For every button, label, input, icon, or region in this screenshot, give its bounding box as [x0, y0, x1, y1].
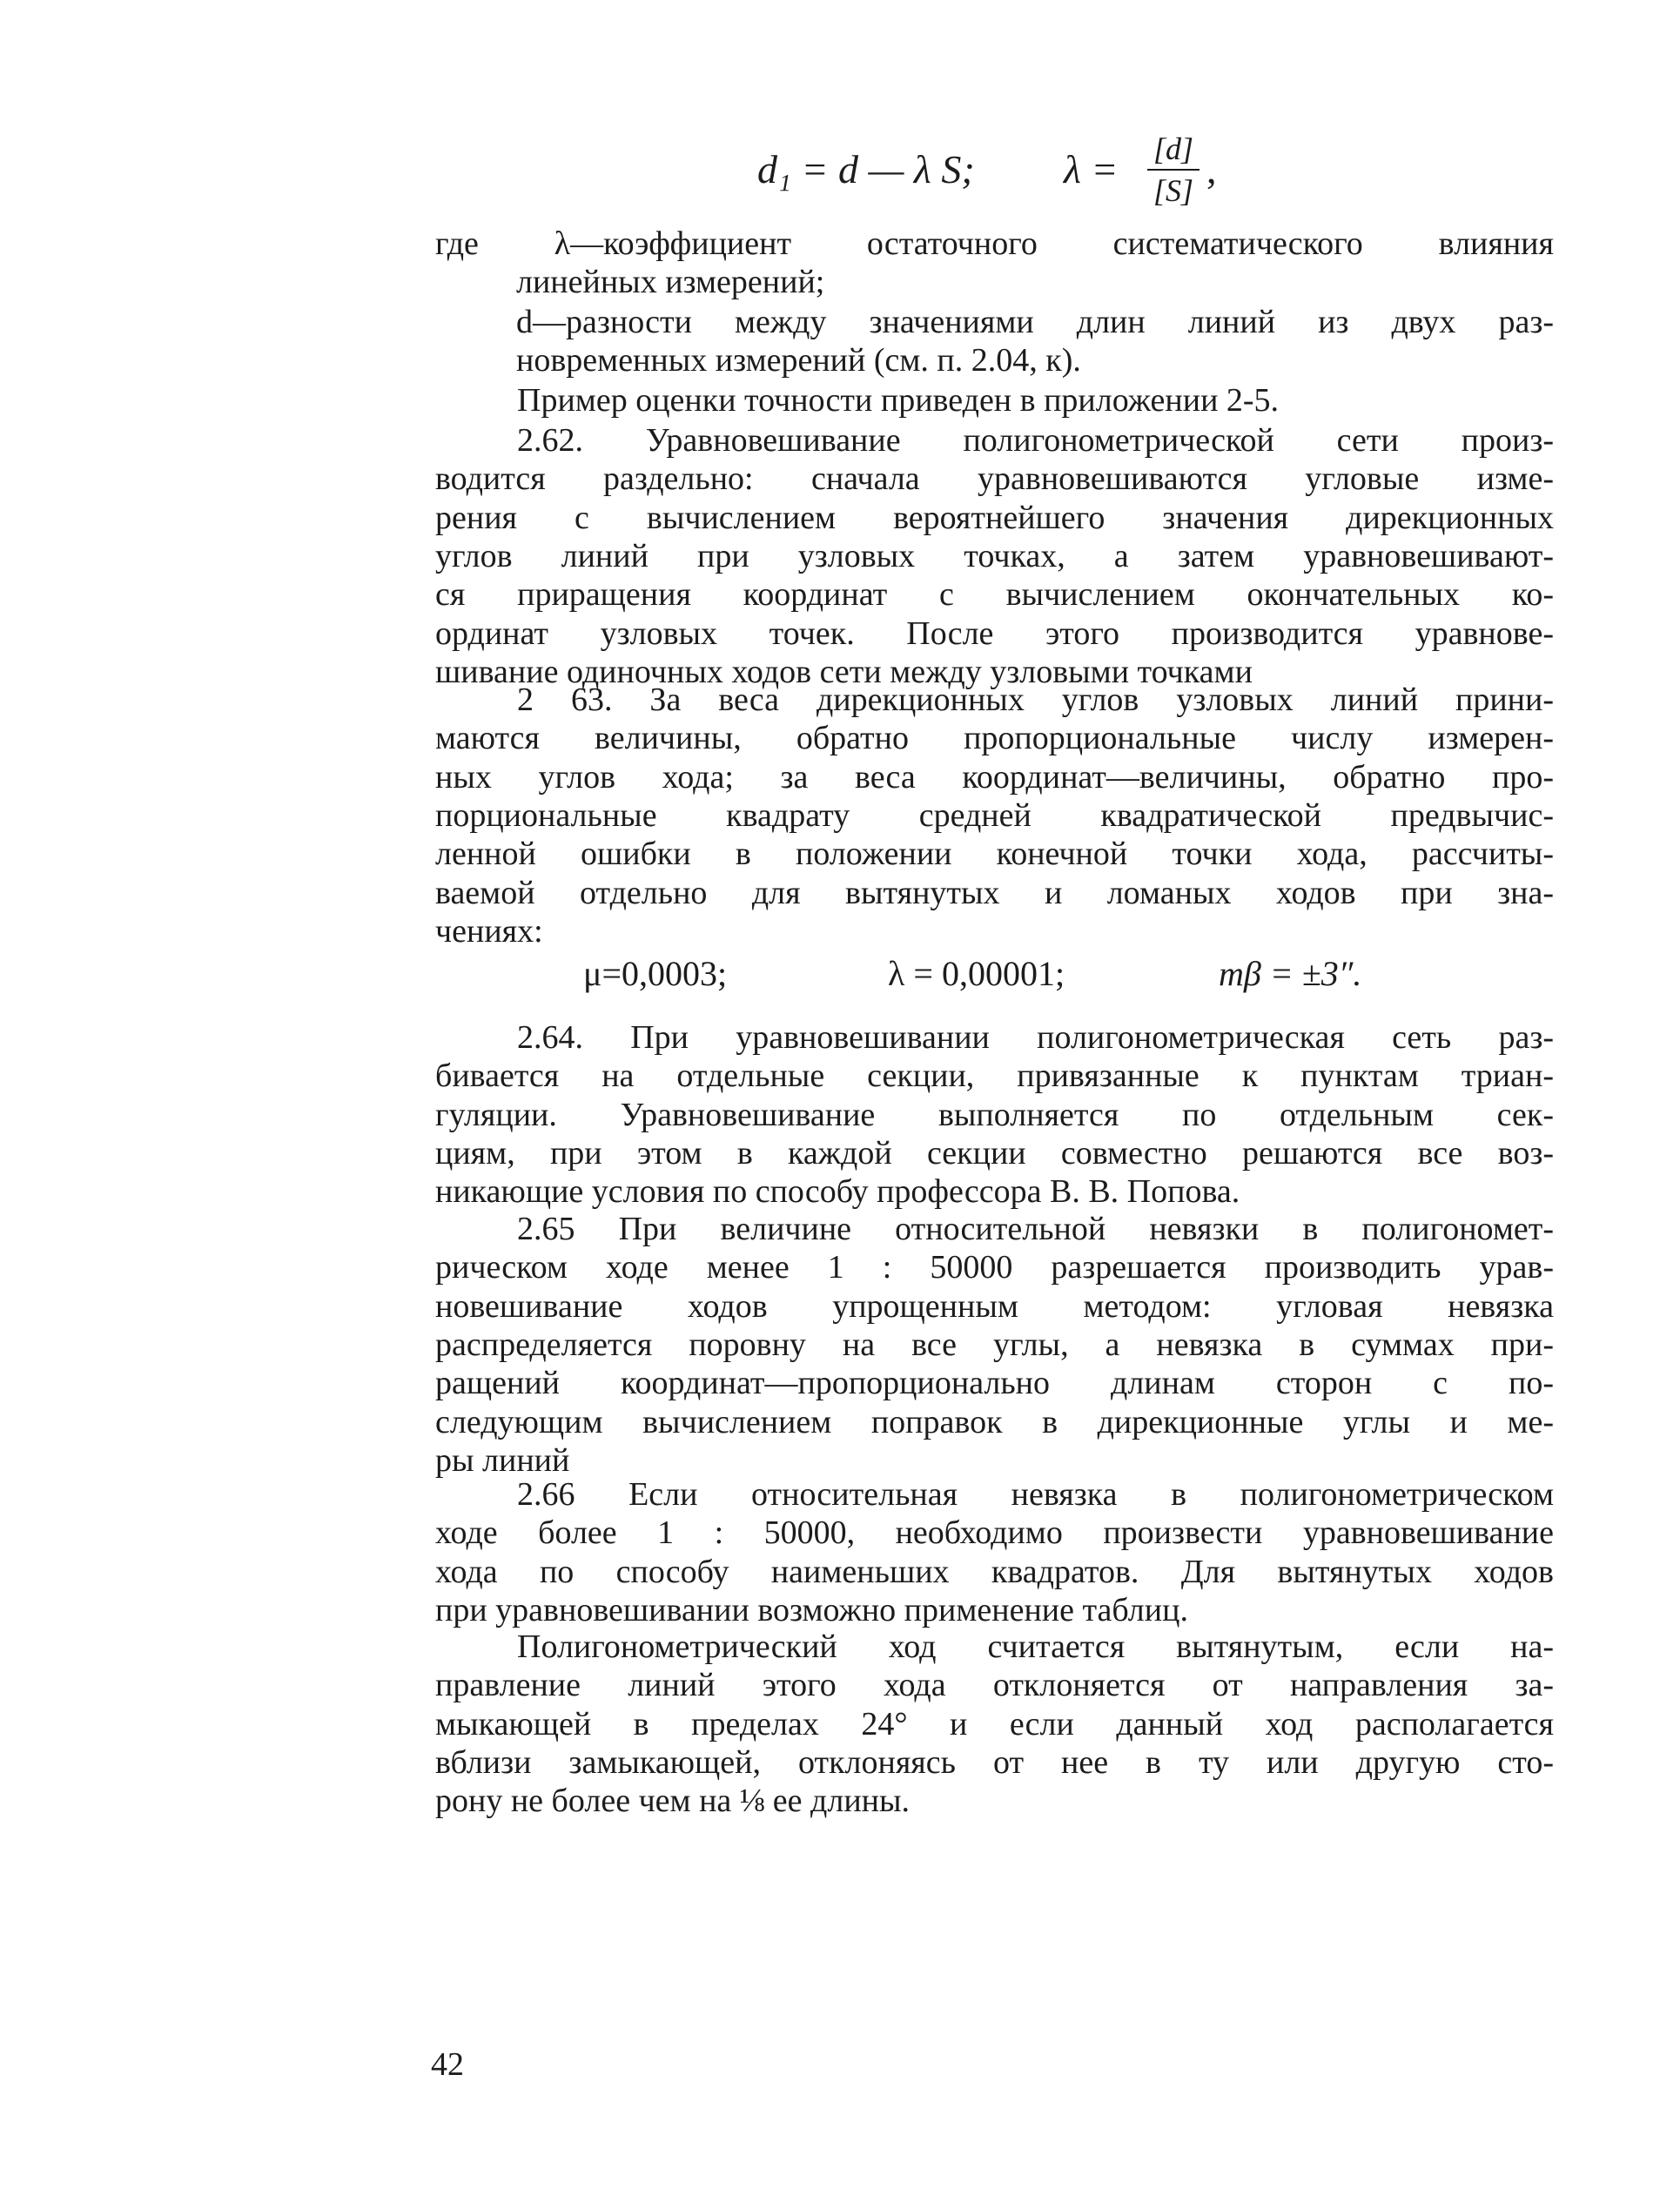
- paragraph-line: ся приращения координат с вычислением окончательных ко-: [435, 576, 1554, 614]
- paragraph-line: 2.62. Уравновешивание полигонометрической сети произ-: [517, 422, 1554, 459]
- def-line: d—разности между значениями длин линий из двух раз-: [516, 304, 1554, 340]
- formula-m-beta: mβ = ±3″.: [1219, 954, 1362, 993]
- paragraph-line: следующим вычислением поправок в дирекционные углы и ме-: [435, 1403, 1554, 1440]
- paragraph-line: ращений координат—пропорционально длинам сторон с по-: [435, 1365, 1554, 1402]
- def-line: где λ—коэффициент остаточного систематического влияния: [435, 225, 1554, 262]
- paragraph-line: ординат узловых точек. После этого производится уравнове-: [435, 614, 1554, 652]
- formula-lambda: λ = 0,00001;: [888, 954, 1065, 993]
- paragraph-line: 2.64. При уравновешивании полигонометрическая сеть раз-: [517, 1019, 1554, 1056]
- paragraph-line: рения с вычислением вероятнейшего значения дирекционных: [435, 499, 1554, 536]
- formula-lambda-lhs: λ =: [1064, 147, 1119, 191]
- paragraph-line: рону не более чем на ⅛ ее длины.: [435, 1783, 911, 1820]
- paragraph-line: мыкающей в пределах 24° и если данный ход располагается: [435, 1705, 1554, 1742]
- paragraph-line: чениях:: [435, 912, 543, 950]
- paragraph-line: гуляции. Уравновешивание выполняется по отдельным сек-: [435, 1096, 1554, 1133]
- paragraph-line: шивание одиночных ходов сети между узловыми точками: [435, 653, 1253, 690]
- paragraph-line: никающие условия по способу профессора В. В. Попова.: [435, 1173, 1240, 1211]
- paragraph-line: ры линий: [435, 1441, 570, 1479]
- paragraph-line: правление линий этого хода отклоняется от направления за-: [435, 1667, 1554, 1704]
- paragraph-line: ленной ошибки в положении конечной точки хода, рассчиты-: [435, 836, 1554, 873]
- formula-comma: ,: [1206, 147, 1217, 191]
- formula-d1: d₁ = d — λ S;: [757, 147, 975, 191]
- paragraph-line: при уравновешивании возможно применение таблиц.: [435, 1591, 1188, 1628]
- fraction-bar: [1147, 169, 1200, 171]
- paragraph-line: хода по способу наименьших квадратов. Для вытянутых ходов: [435, 1553, 1554, 1590]
- paragraph-line: маются величины, обратно пропорциональные числу измерен-: [435, 720, 1554, 757]
- paragraph-line: порциональные квадрату средней квадратической предвычис-: [435, 796, 1554, 834]
- paragraph-line: водится раздельно: сначала уравновешиваются угловые изме-: [435, 460, 1554, 498]
- paragraph-line: ходе более 1 : 50000, необходимо произвести уравновешивание: [435, 1514, 1554, 1552]
- paragraph-line: Полигонометрический ход считается вытянутым, если на-: [517, 1628, 1554, 1665]
- fraction-numerator: [d]: [1152, 131, 1194, 166]
- paragraph-line: 2.65 При величине относительной невязки в полигономет-: [517, 1211, 1554, 1247]
- page-number: 42: [431, 2046, 464, 2083]
- paragraph-line: углов линий при узловых точках, а затем уравновешивают-: [435, 537, 1554, 574]
- weights-formula: [583, 953, 1419, 1005]
- formula-d1-lambda: [757, 131, 1245, 213]
- formula-mu: μ=0,0003;: [583, 954, 728, 993]
- fraction-denominator: [S]: [1152, 173, 1194, 208]
- paragraph-line: новешивание ходов упрощенным методом: угловая невязка: [435, 1287, 1554, 1325]
- paragraph-line: бивается на отдельные секции, привязанные к пунктам триан-: [435, 1058, 1554, 1095]
- paragraph-line: распределяется поровну на все углы, а невязка в суммах при-: [435, 1326, 1554, 1363]
- paragraph-line: ваемой отдельно для вытянутых и ломаных ходов при зна-: [435, 874, 1554, 911]
- def-line: новременных измерений (см. п. 2.04, к).: [516, 342, 1081, 379]
- paragraph-line: вблизи замыкающей, отклоняясь от нее в ту или другую сто-: [435, 1743, 1554, 1781]
- paragraph-line: 2.66 Если относительная невязка в полигонометрическом: [517, 1476, 1554, 1513]
- paragraph-line: циям, при этом в каждой секции совместно решаются все воз-: [435, 1134, 1554, 1172]
- paragraph-line: ных углов хода; за веса координат—величины, обратно про-: [435, 758, 1554, 796]
- paragraph-line: рическом ходе менее 1 : 50000 разрешается производить урав-: [435, 1249, 1554, 1286]
- formula-fraction: [1147, 131, 1200, 209]
- example-line: Пример оценки точности приведен в приложении 2-5.: [517, 382, 1280, 419]
- def-line: линейных измерений;: [516, 264, 825, 300]
- paragraph-line: 2 63. За веса дирекционных углов узловых линий прини-: [517, 682, 1554, 718]
